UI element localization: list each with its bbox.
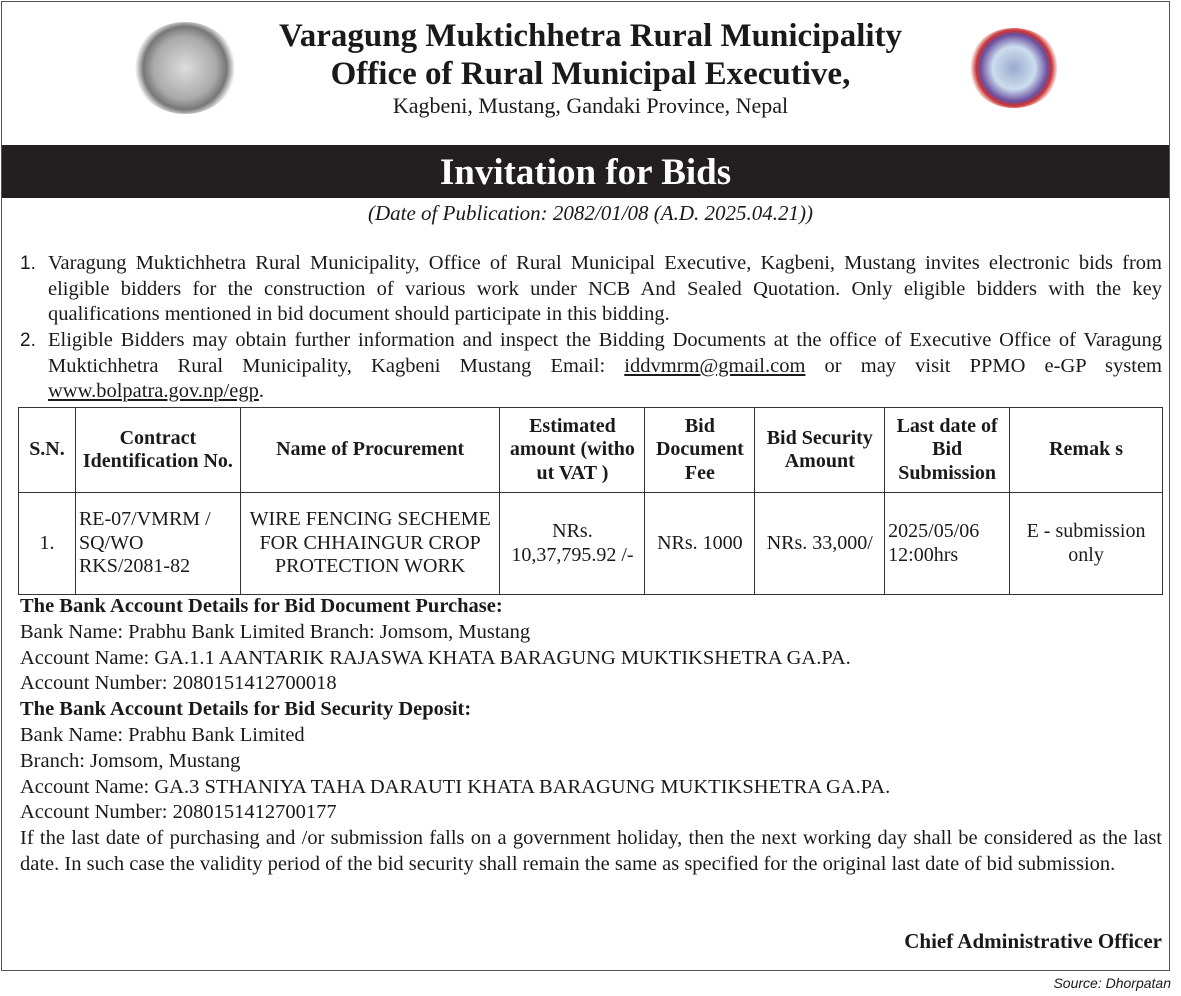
col-header: Bid Document Fee: [645, 408, 755, 493]
cell: NRs. 33,000/: [755, 493, 885, 595]
para-text: Eligible Bidders may obtain further information and inspect the Bidding Documents at the office of Executive Office of Varagung Muktichhetra Rural Municipality, Kagbeni Mustang Email:: [48, 329, 1162, 377]
cell: RE-07/VMRM / SQ/WO RKS/2081-82: [75, 493, 240, 595]
cell: 1.: [19, 493, 76, 595]
para-text: Varagung Muktichhetra Rural Municipality, Office of Rural Municipal Executive, Kagbeni, Mustang invites electronic bids from eligible bidders for the construction of various work under NCB And Sealed Quotation. Only eligible bidders with the key qualifications mentioned in bid document should participate in this bidding.: [48, 252, 1162, 325]
bank-line: Branch: Jomsom, Mustang: [20, 749, 241, 772]
para-number: 2.: [20, 330, 36, 351]
cell: NRs. 10,37,795.92 /-: [500, 493, 645, 595]
bank-line: Account Number: 2080151412700177: [20, 801, 337, 824]
bank-line: Account Name: GA.1.1 AANTARIK RAJASWA KHATA BARAGUNG MUKTIKSHETRA GA.PA.: [20, 646, 851, 669]
email-link[interactable]: iddvmrm@gmail.com: [624, 354, 806, 377]
office-title: Office of Rural Municipal Executive,: [330, 56, 851, 92]
signature: Chief Administrative Officer: [904, 929, 1162, 953]
cell: E - submission only: [1010, 493, 1163, 595]
publication-date: (Date of Publication: 2082/01/08 (A.D. 2025.04.21)): [367, 201, 814, 225]
col-header: Contract Identification No.: [75, 408, 240, 493]
col-header: Bid Security Amount: [755, 408, 885, 493]
bank-line: Bank Name: Prabhu Bank Limited: [20, 723, 305, 746]
bank-line: Account Name: GA.3 STHANIYA TAHA DARAUTI KHATA BARAGUNG MUKTIKSHETRA GA.PA.: [20, 775, 891, 798]
municipality-title: Varagung Muktichhetra Rural Municipality: [278, 18, 903, 54]
egp-link[interactable]: www.bolpatra.gov.np/egp: [48, 380, 259, 402]
bank-line: Bank Name: Prabhu Bank Limited Branch: Jomsom, Mustang: [20, 620, 531, 643]
source-credit: Source: Dhorpatan: [1053, 975, 1171, 991]
bank-details: [20, 594, 1162, 878]
para-text: .: [258, 380, 264, 402]
table-row: [19, 493, 1163, 595]
address: Kagbeni, Mustang, Gandaki Province, Nepal: [392, 93, 789, 118]
col-header: Last date of Bid Submission: [885, 408, 1010, 493]
paragraph-1: [20, 251, 1162, 328]
security-heading: The Bank Account Details for Bid Security Deposit:: [20, 698, 472, 721]
cell: WIRE FENCING SECHEME FOR CHHAINGUR CROP PROTECTION WORK: [240, 493, 500, 595]
holiday-note: If the last date of purchasing and /or submission falls on a government holiday, then the next working day shall be considered as the last date. In such case the validity period of the bid security shall remain the same as specified for the original last date of bid submission.: [20, 827, 1162, 875]
para-text: or may visit PPMO e-GP system: [805, 354, 1162, 377]
col-header: Remak s: [1010, 408, 1163, 493]
bank-line: Account Number: 2080151412700018: [20, 672, 337, 695]
cell: 2025/05/06 12:00hrs: [885, 493, 1010, 595]
table-header-row: [19, 408, 1163, 493]
bid-table: [18, 407, 1163, 595]
para-number: 1.: [20, 253, 36, 274]
col-header: S.N.: [19, 408, 76, 493]
purchase-heading: The Bank Account Details for Bid Document Purchase:: [20, 595, 503, 617]
col-header: Name of Procurement: [240, 408, 500, 493]
cell: NRs. 1000: [645, 493, 755, 595]
notice-title: Invitation for Bids: [2, 145, 1169, 198]
paragraph-2: [20, 328, 1162, 405]
col-header: Estimated amount (witho ut VAT ): [500, 408, 645, 493]
